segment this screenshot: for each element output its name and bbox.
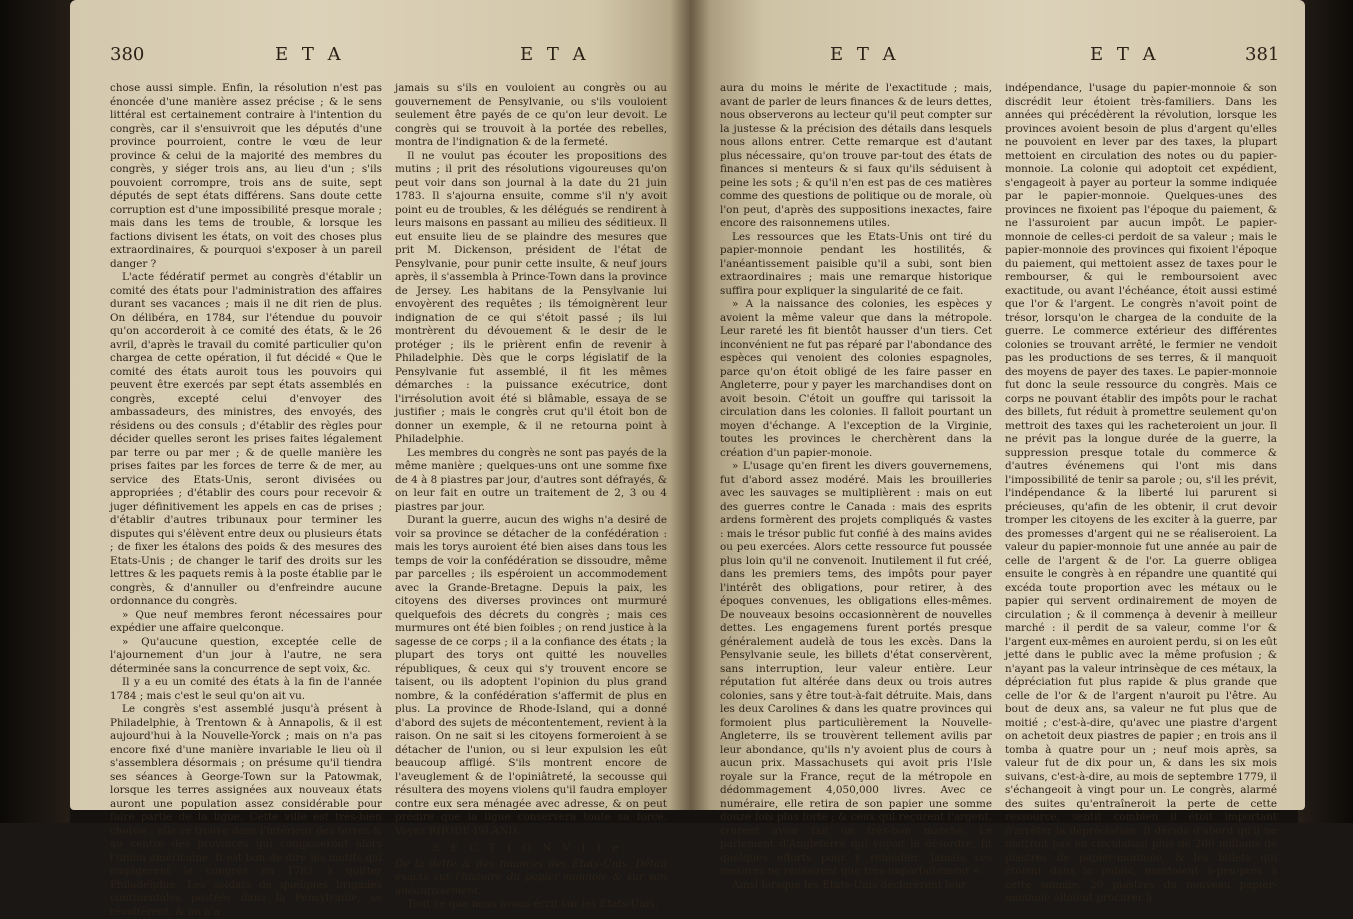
paragraph: Les ressources que les Etats-Unis ont tiré du papier-monnoie pendant les hostilités, & l'anéantissement paisible qu'il a subi, sont bien extraordinaires ; mais une remarque historique suffira pour expliquer la singularité de ce fait.	[720, 230, 992, 297]
paragraph: aura du moins le mérite de l'exactitude ; mais, avant de parler de leurs finances & de leurs dettes, nous observerons au lecteur qu'il peut compter sur la justesse & la précision des détails dans lesquels nous allons entrer. Cette remarque est d'autant plus nécessaire, qu'on trouve par-tout des états de finances si menteurs & si faux qu'ils séduisent à peine les sots ; & qu'il n'en est pas de ces matières comme des questions de politique ou de morale, où l'on peut, d'après des suppositions inexactes, faire encore des raisonnemens utiles.	[720, 82, 992, 229]
right-page	[690, 0, 1305, 904]
paragraph: jamais su s'ils en vouloient au congrès ou au gouvernement de Pensylvanie, ou s'ils vouloient seulement être payés de ce qu'on leur devoit. Le congrès qui se trouvoit à la portée des rebelles, montra de l'indignation & de la fermeté.	[395, 82, 667, 148]
right-column-2	[1005, 82, 1277, 904]
paragraph: L'acte fédératif permet au congrès d'établir un comité des états pour l'administration des affaires durant ses vacances ; mais il ne dit rien de plus. On délibéra, en 1784, sur l'étendue du pouvoir qu'on accorderoit à ce comité des états, & le 26 avril, d'après le travail du comité particulier qu'on chargea de cette opération, il fut décidé « Que le comité des états auroit tous les pouvoirs qui peuvent être exercés par sept états assemblés en congrès, excepté celui d'envoyer des ambassadeurs, des ministres, des envoyés, des résidens ou des consuls ; d'établir des règles pour décider quelles seront les prises faites légalement par terre ou par mer ; & de quelle manière les prises faites par les forces de terre & de mer, au service des Etats-Unis, seront divisées ou appropriées ; d'établir des cours pour recevoir & juger définitivement les appels en cas de prises ; d'établir d'autres tribunaux pour terminer les disputes qui s'élèvent entre deux ou plusieurs états ; de fixer les étalons des poids & des mesures des Etats-Unis ; de changer le tarif des droits sur les lettres & les paquets remis à la poste établie par le congrès, & d'annuller ou d'enfreindre aucune ordonnance du congrès.	[110, 271, 382, 607]
paragraph: Il ne voulut pas écouter les propositions des mutins ; il prit des résolutions vigoureuses qu'on peut voir dans son journal à la date du 21 juin 1783. Il s'ajourna ensuite, comme s'il n'y avoit point eu de troubles, & les délégués se rendirent à leurs maisons en passant au milieu des séditieux. Il eut ensuite lieu de se plaindre des mesures que prit M. Dickenson, président de l'état de Pensylvanie, pour punir cette insulte, & neuf jours après, il s'assembla à Prince-Town dans la province de Jersey. Les habitans de la Pensylvanie lui envoyèrent des requêtes ; ils témoignèrent leur indignation de ce qui s'étoit passé ; ils lui montrèrent du dévouement & le desir de le protéger ; ils le prièrent enfin de revenir à Philadelphie. Dès que le corps législatif de la Pensylvanie fut assemblé, il fit les mêmes démarches : la puissance exécutrice, dont l'irrésolution avoit été si blâmable, essaya de se justifier ; mais le congrès crut qu'il étoit bon de donner un exemple, & il ne retourna point à Philadelphie.	[395, 149, 667, 445]
paragraph: Tout ce que nous avons écrit sur les Etats-Unis,	[407, 898, 659, 910]
right-header-right: E T A	[1090, 44, 1160, 65]
paragraph: Il y a eu un comité des états à la fin de l'année 1784 ; mais c'est le seul qu'on ait vu.	[110, 676, 382, 702]
right-column-1	[720, 82, 992, 891]
left-header-left: E T A	[275, 44, 345, 65]
paragraph: Durant la guerre, aucun des wighs n'a desiré de voir sa province se détacher de la confédération : mais les torys auroient été bien aises dans tous les temps de voir la confédération se dissoudre, même par parcelles ; ils espéroient un accommodement avec la Grande-Bretagne. Depuis la paix, les citoyens des diverses provinces ont murmuré quelquefois des décrets du congrès ; mais ces murmures ont été bien foibles ; on rend justice à la sagesse de ce corps ; il a la confiance des états ; la plupart des torys ont quitté les nouvelles républiques, & ceux qui s'y trouvent encore se taisent, ou ils adoptent l'opinion du plus grand nombre, & la confédération s'affermit de plus en plus. La province de Rhode-Island, qui a donné d'abord des sujets de mécontentement, revient à la raison. On ne sait si les citoyens formeroient à se détacher de l'union, ou si leur expulsion les eût beaucoup affligé. S'ils montrent encore de l'aveuglement & de l'opiniâtreté, la secousse qui résultera des moyens violens qu'il faudra employer contre eux sera ménagée avec adresse, & on peut prédire que la ligue conservera toute sa force. Voyez RHODE-ISLAND.	[395, 514, 667, 837]
paragraph: Les membres du congrès ne sont pas payés de la même manière ; quelques-uns ont une somme fixe de 4 à 8 piastres par jour, d'autres sont défrayés, & on leur fait en outre un traitement de 2, 3 ou 4 piastres par jour.	[395, 446, 667, 513]
left-column-2	[395, 82, 667, 910]
left-header-right: E T A	[520, 44, 590, 65]
paragraph: » Que neuf membres feront nécessaires pour expédier une affaire quelconque.	[110, 608, 382, 634]
section-heading: S E C T I O N V I I e.	[432, 842, 630, 854]
paragraph: » Qu'aucune question, exceptée celle de l'ajournement d'un jour à l'autre, ne sera déterminée sans la concurrence de sept voix, &c.	[110, 635, 382, 675]
paragraph: Ainsi lorsque les Etats-Unis déclarèrent leur	[732, 878, 967, 891]
left-column-1	[110, 82, 382, 918]
right-page-number: 381	[1245, 44, 1280, 65]
paragraph: Le congrès s'est assemblé jusqu'à présent à Philadelphie, à Trentown & à Annapolis, & il est aujourd'hui à la Nouvelle-Yorck ; mais on n'a pas encore fixé d'une manière invariable le lieu où il s'assemblera désormais ; on présume qu'il tiendra ses séances à George-Town sur la Patowmak, lorsque les terres assignées aux nouveaux états auront une population assez considérable pour faire partie de la ligue. Cette ville est très-bien choisie : elle se trouve dans l'intérieur des terres & au centre des provinces qui composeront alors l'union américaine. Il est bon de dire les motifs qui engagèrent le congrès en 1783 à quitter Philadelphie. Les soldats de quelques brigades continentales postées dans la Pensylvanie, se révoltèrent, & on n'a	[110, 703, 382, 918]
section-subtitle: De la dette & des finances des Etats-Unis. Détail exacts sur l'histoire du papier-monnoie & sur son anéantissement.	[395, 857, 667, 897]
paragraph: chose aussi simple. Enfin, la résolution n'est pas énoncée d'une manière assez précise ; & le sens littéral est certainement contraire à l'intention du congrès, car il s'ensuivroit que les députés d'une province pourroient, contre le vœu de leur province & celui de la majorité des membres du congrès, y siéger trois ans, au lieu d'un ; s'ils pouvoient corrompre, trois ans de suite, sept députés de sept états différens. Sans doute cette corruption est d'une impossibilité presque morale ; mais dans les tems de trouble, & lorsque les factions divisent les états, on voit des choses plus extraordinaires, & pourquoi s'exposer à un pareil danger ?	[110, 82, 382, 270]
background-right	[1298, 0, 1353, 823]
paragraph: » A la naissance des colonies, les espèces y avoient la même valeur que dans la métropole. Leur rareté les fit bientôt hausser d'un tiers. Cet inconvénient ne fut pas réparé par l'abondance des espèces qui venoient des colonies espagnoles, parce qu'on étoit obligé de les faire passer en Angleterre, pour y payer les marchandises dont on avoit besoin. C'étoit un gouffre qui tarissoit la circulation dans les colonies. Il falloit pourtant un moyen d'échange. A l'exception de la Virginie, toutes les provinces le cherchèrent dans la création d'un papier-monoie.	[720, 298, 992, 459]
left-page-number: 380	[110, 44, 145, 65]
paragraph: indépendance, l'usage du papier-monnoie & son discrédit leur étoient très-familiers. Dans les années qui précédèrent la révolution, lorsque les provinces avoient besoin de plus d'argent qu'elles ne pouvoient en lever par des taxes, la plupart mettoient en circulation des notes ou du papier-monnoie. La colonie qui adoptoit cet expédient, s'engageoit à payer au porteur la somme indiquée par le papier-monnoie. Quelques-unes des provinces ne fixoient pas l'époque du paiement, & ne l'assuroient par aucun impôt. Le papier-monnoie de celles-ci perdoit de sa valeur ; mais le papier-monnoie des provinces qui fixoient l'époque du paiement, qui mettoient assez de taxes pour le rembourser, & qui le remboursoient avec exactitude, ou avant l'échéance, étoit aussi estimé que l'or & l'argent. Le congrès n'avoit point de trésor, lorsqu'on le chargea de la conduite de la guerre. Le commerce extérieur des différentes colonies se trouvant arrêté, le fermier ne vendoit pas les productions de ses terres, & il manquoit des moyens de payer des taxes. Le papier-monnoie fut donc la seule ressource du congrès. Mais ce corps ne pouvant établir des impôts pour le rachat des billets, fut réduit à promettre seulement qu'on mettroit des taxes qui les racheteroient un jour. Il ne prévit pas la longue durée de la guerre, la suppression presque totale du commerce & d'autres événemens qui l'ont mis dans l'impossibilité de tenir sa parole ; ou, s'il les prévit, l'indépendance & la liberté lui parurent si précieuses, qu'afin de les obtenir, il crut devoir tromper les citoyens de les exciter à la guerre, par des promesses d'argent qui ne se réaliseroient. La valeur du papier-monnoie fut une année au pair de celle de l'argent & de l'or. La guerre obligea ensuite le congrès à en répandre une quantité qui excéda toute proportion avec les métaux ou le papier qui servent ordinairement de moyen de circulation ; & il commença à devenir à meilleur marché : il perdit de sa valeur, comme l'or & l'argent eux-mêmes en auroient perdu, si on les eût jetté dans le public avec la même profusion ; & n'ayant pas la valeur intrinsèque de ces métaux, la dépréciation fut plus rapide & plus grande que celle de l'or & de l'argent n'auroit pu l'être. Au bout de deux ans, sa valeur ne fut plus que de moitié ; c'est-à-dire, qu'avec une piastre d'argent on achetoit deux piastres de papier ; en trois ans il tomba à quatre pour un ; neuf mois après, sa valeur fut de dix pour un, & dans les six mois suivans, c'est-à-dire, au mois de septembre 1779, il s'échangeoit à vingt pour un. Le congrès, alarmé des suites qu'entraîneroit la perte de cette ressource, sentit combien il étoit important d'arrêter la dépréciation. Il décida d'abord qu'il ne mettroit pas en circulation plus de 200 millions de piastres de papier-monnoie, & les billets qui étoient dans le public, montoient à-peu-près à cette somme. 20 piastres du nouveau papier-monnoie alloient procurer à	[1005, 82, 1277, 904]
right-header-left: E T A	[830, 44, 900, 65]
background-left	[0, 0, 70, 823]
left-page	[70, 0, 690, 918]
paragraph: » L'usage qu'en firent les divers gouvernemens, fut d'abord assez modéré. Mais les brouilleries avec les sauvages se multiplièrent : mais on eut des guerres contre le Canada : mais des esprits ardens formèrent des projets compliqués & vastes : mais le trésor public fut confié à des mains avides ou peu exercées. Alors cette ressource fut poussée plus loin qu'il ne convenoit. Inutilement il fut créé, dans les premiers tems, des impôts pour payer l'intérêt des obligations, pour retirer, à des époques convenues, les obligations elles-mêmes. De nouveaux besoins occasionnèrent de nouvelles dettes. Les engagemens furent portés presque généralement audelà de tous les excès. Dans la Pensylvanie seule, les billets d'état conservèrent, sans interruption, leur valeur entière. Leur réputation fut altérée dans deux ou trois autres colonies, sans y être tout-à-fait détruite. Mais, dans les deux Carolines & dans les quatre provinces qui formoient plus particulièrement la Nouvelle-Angleterre, ils se trouvèrent tellement avilis par leur abondance, qu'ils n'y avoient plus de cours à aucun prix. Massachusets qui avoit pris l'Isle royale sur la France, reçut de la métropole en dédommagement 4,050,000 livres. Avec ce numéraire, elle retira de son papier une somme douze fois plus forte ; & ceux qui reçurent l'argent, crurent avoir fait un très-bon marché. Le parlement d'Angleterre qui voyoit le désordre, fit quelques efforts pour y remédier. Jamais ces mesures ne réussirent que très-imparfaitement ».	[720, 460, 992, 877]
